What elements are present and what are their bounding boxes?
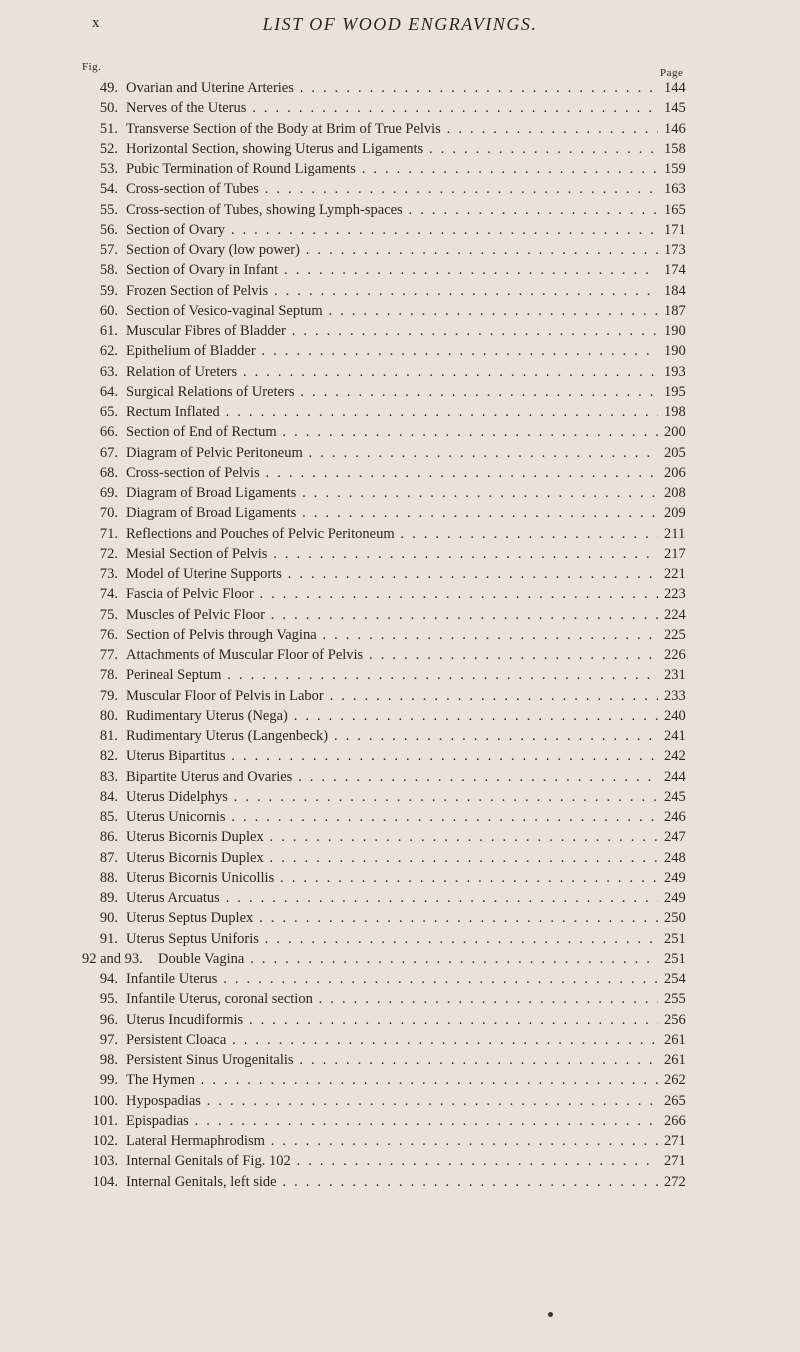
list-item: [0, 1050, 800, 1070]
page-reference: 265: [664, 1092, 686, 1109]
page-reference: 271: [664, 1133, 686, 1149]
figure-title: Uterus Septus Duplex . . .: [126, 908, 658, 928]
list-item: [0, 908, 800, 928]
figure-title: Section of End of Rectum . . .: [126, 422, 658, 442]
figure-number: 92 and 93.: [82, 950, 143, 967]
list-item: [0, 362, 800, 382]
figure-number: 98.: [99, 1052, 118, 1068]
page-reference: 159: [664, 161, 686, 177]
figure-number: 69.: [99, 485, 118, 501]
page-reference: 163: [664, 181, 686, 198]
list-item: [0, 665, 800, 685]
page-reference: 165: [664, 201, 686, 218]
list-item: [0, 706, 800, 726]
page-reference: 272: [664, 1173, 686, 1190]
figure-number: 67.: [99, 444, 118, 461]
figure-title: Section of Ovary (low power) . . .: [126, 240, 658, 260]
figure-number: 87.: [99, 849, 118, 866]
list-item: [0, 1172, 800, 1192]
figure-title: Epithelium of Bladder . . .: [126, 341, 658, 361]
list-item: [0, 1070, 800, 1090]
page-reference: 249: [664, 869, 686, 886]
figure-title: Rudimentary Uterus (Langenbeck) . . .: [126, 726, 658, 746]
page-reference: 224: [664, 606, 686, 623]
list-item: [0, 1151, 800, 1171]
ink-speck: [548, 1312, 553, 1317]
page-reference: 231: [664, 667, 686, 684]
list-item: [0, 159, 800, 179]
page-reference: 223: [664, 586, 686, 603]
figure-title: Frozen Section of Pelvis . . .: [126, 281, 658, 301]
figure-title: Uterus Septus Uniforis . . .: [126, 929, 658, 949]
page-reference: 250: [664, 910, 686, 927]
page-reference: 244: [664, 768, 686, 785]
page-number: x: [92, 15, 100, 31]
list-item: [0, 281, 800, 301]
page-reference: 233: [664, 687, 686, 704]
figure-number: 72.: [99, 545, 118, 562]
figure-title: Nerves of the Uterus . . .: [126, 98, 658, 118]
page-reference: 145: [664, 100, 686, 117]
figure-number: 97.: [99, 1031, 118, 1048]
fig-column-heading: Fig.: [82, 61, 102, 73]
figure-number: 74.: [99, 586, 118, 603]
figure-title: Hypospadias . . .: [126, 1091, 658, 1111]
page-reference: 241: [664, 728, 686, 744]
list-item: [0, 301, 800, 321]
list-item: [0, 321, 800, 341]
figure-number: 59.: [99, 282, 118, 299]
figure-title: Horizontal Section, showing Uterus and Ligaments . . .: [126, 139, 658, 159]
figure-title: Uterus Didelphys . . .: [126, 787, 658, 807]
figure-number: 66.: [99, 424, 118, 441]
page-reference: 200: [664, 424, 686, 441]
figure-number: 52.: [99, 140, 118, 157]
page-reference: 174: [664, 262, 686, 279]
list-item: [0, 200, 800, 220]
figure-number: 70.: [99, 505, 118, 522]
list-item: [0, 888, 800, 908]
running-header: [0, 15, 800, 39]
page-reference: 251: [664, 930, 686, 947]
figure-number: 90.: [99, 910, 118, 927]
list-item: [0, 382, 800, 402]
page-reference: 249: [664, 890, 686, 906]
figure-title: Uterus Incudiformis . . .: [126, 1010, 658, 1030]
list-item: [0, 584, 800, 604]
figure-number: 62.: [99, 343, 118, 360]
list-item: [0, 422, 800, 442]
list-item: [0, 1010, 800, 1030]
list-item: [0, 969, 800, 989]
list-item: [0, 341, 800, 361]
page-reference: 266: [664, 1112, 686, 1129]
figure-number: 99.: [99, 1072, 118, 1089]
list-item: [0, 179, 800, 199]
figure-title: Relation of Ureters . . .: [126, 362, 658, 382]
figure-number: 60.: [99, 302, 118, 319]
figure-number: 88.: [99, 869, 118, 886]
figure-number: 53.: [99, 161, 118, 177]
figure-title: Uterus Unicornis . . .: [126, 807, 658, 827]
figure-number: 83.: [99, 768, 118, 785]
list-item: [0, 524, 800, 544]
list-item: [0, 483, 800, 503]
page-reference: 248: [664, 849, 686, 866]
list-item: [0, 929, 800, 949]
list-item: [0, 78, 800, 98]
figure-title: Muscles of Pelvic Floor . . .: [126, 605, 658, 625]
page-reference: 261: [664, 1052, 686, 1068]
list-item: [0, 645, 800, 665]
page-reference: 206: [664, 464, 686, 481]
figure-title: Diagram of Pelvic Peritoneum . . .: [126, 443, 658, 463]
list-item: [0, 989, 800, 1009]
list-item: [0, 260, 800, 280]
figure-number: 96.: [99, 1011, 118, 1028]
figure-title: Fascia of Pelvic Floor . . .: [126, 584, 658, 604]
list-item: [0, 1091, 800, 1111]
page-reference: 208: [664, 485, 686, 501]
list-item: [0, 1131, 800, 1151]
page-reference: 193: [664, 363, 686, 380]
list-item: [0, 240, 800, 260]
figure-title: Internal Genitals of Fig. 102 . . .: [126, 1151, 658, 1171]
list-item: [0, 868, 800, 888]
page-reference: 211: [664, 525, 686, 542]
figure-title: Uterus Bicornis Duplex . . .: [126, 827, 658, 847]
list-item: [0, 220, 800, 240]
figure-title: Surgical Relations of Ureters . . .: [126, 382, 658, 402]
page-reference: 217: [664, 545, 686, 562]
list-item: [0, 1030, 800, 1050]
list-item: [0, 726, 800, 746]
page-reference: 245: [664, 788, 686, 805]
figure-title: Cross-section of Tubes . . .: [126, 179, 658, 199]
figure-title: Infantile Uterus . . .: [126, 969, 658, 989]
page-reference: 144: [664, 80, 686, 96]
figure-number: 104.: [92, 1173, 118, 1190]
list-item: [0, 1111, 800, 1131]
figure-title: Transverse Section of the Body at Brim of True Pelvis . . .: [126, 119, 658, 139]
figure-number: 54.: [99, 181, 118, 198]
list-item: [0, 827, 800, 847]
list-item: [0, 848, 800, 868]
page-reference: 256: [664, 1011, 686, 1028]
figure-title: Persistent Cloaca . . .: [126, 1030, 658, 1050]
figure-number: 85.: [99, 809, 118, 825]
figure-title: Lateral Hermaphrodism . . .: [126, 1131, 658, 1151]
list-item: [0, 746, 800, 766]
figure-number: 61.: [99, 323, 118, 339]
figure-title: Epispadias . . .: [126, 1111, 658, 1131]
figure-title: The Hymen . . .: [126, 1070, 658, 1090]
figure-number: 100.: [92, 1092, 118, 1109]
figure-title: Infantile Uterus, coronal section . . .: [126, 989, 658, 1009]
page-reference: 221: [664, 566, 686, 582]
figure-title: Internal Genitals, left side . . .: [126, 1172, 658, 1192]
list-item: [0, 98, 800, 118]
figure-title: Rectum Inflated . . .: [126, 402, 658, 422]
list-item: [0, 463, 800, 483]
figure-number: 82.: [99, 748, 118, 765]
figure-number: 65.: [99, 404, 118, 420]
page-reference: 205: [664, 444, 686, 461]
page-reference: 209: [664, 505, 686, 522]
figure-number: 94.: [99, 971, 118, 987]
figure-number: 84.: [99, 788, 118, 805]
page-reference: 251: [664, 950, 686, 967]
figure-number: 71.: [99, 525, 118, 542]
figure-title: Bipartite Uterus and Ovaries . . .: [126, 767, 658, 787]
figure-number: 75.: [99, 606, 118, 623]
page-reference: 247: [664, 829, 686, 846]
page-reference: 240: [664, 707, 686, 724]
figure-title: Perineal Septum . . .: [126, 665, 658, 685]
figure-title: Mesial Section of Pelvis . . .: [126, 544, 658, 564]
list-item: [0, 503, 800, 523]
figure-title: Uterus Bicornis Duplex . . .: [126, 848, 658, 868]
figure-number: 64.: [99, 383, 118, 400]
figure-number: 51.: [99, 120, 118, 137]
figure-title: Attachments of Muscular Floor of Pelvis . . .: [126, 645, 658, 665]
figure-title: Section of Vesico-vaginal Septum . . .: [126, 301, 658, 321]
page-column-heading: Page: [660, 67, 684, 79]
page-reference: 158: [664, 140, 686, 157]
page-reference: 242: [664, 748, 686, 765]
page-reference: 225: [664, 626, 686, 643]
list-item: [0, 139, 800, 159]
page-reference: 255: [664, 991, 686, 1008]
list-item: [0, 443, 800, 463]
figure-title: Cross-section of Pelvis . . .: [126, 463, 658, 483]
page-reference: 261: [664, 1031, 686, 1048]
figure-number: 86.: [99, 829, 118, 846]
figure-title: Model of Uterine Supports . . .: [126, 564, 658, 584]
page-reference: 171: [664, 221, 686, 238]
list-item: [0, 402, 800, 422]
figure-number: 102.: [92, 1133, 118, 1149]
list-item: [0, 119, 800, 139]
page-reference: 173: [664, 242, 686, 258]
page-reference: 226: [664, 647, 686, 663]
page-title: LIST OF WOOD ENGRAVINGS.: [262, 14, 538, 34]
figure-title: Persistent Sinus Urogenitalis . . .: [126, 1050, 658, 1070]
figure-title: Ovarian and Uterine Arteries . . .: [126, 78, 658, 98]
figure-title: Section of Pelvis through Vagina . . .: [126, 625, 658, 645]
page-reference: 190: [664, 343, 686, 360]
list-item: [0, 686, 800, 706]
figure-title: Diagram of Broad Ligaments . . .: [126, 503, 658, 523]
list-item: [0, 949, 800, 969]
page-reference: 246: [664, 809, 686, 825]
figure-title: Diagram of Broad Ligaments . . .: [126, 483, 658, 503]
figure-number: 77.: [99, 647, 118, 663]
list-item: [0, 767, 800, 787]
figure-number: 49.: [99, 80, 118, 96]
page-reference: 146: [664, 120, 686, 137]
page-reference: 187: [664, 302, 686, 319]
figure-number: 68.: [99, 464, 118, 481]
list-item: [0, 807, 800, 827]
figure-number: 63.: [99, 363, 118, 380]
figure-number: 101.: [92, 1112, 118, 1129]
figure-number: 89.: [99, 890, 118, 906]
figure-number: 79.: [99, 687, 118, 704]
figure-number: 50.: [99, 100, 118, 117]
figure-number: 81.: [99, 728, 118, 744]
list-item: [0, 544, 800, 564]
page-reference: 184: [664, 282, 686, 299]
figure-number: 73.: [99, 566, 118, 582]
figure-number: 91.: [99, 930, 118, 947]
list-item: [0, 564, 800, 584]
page-reference: 262: [664, 1072, 686, 1089]
figure-number: 78.: [99, 667, 118, 684]
figure-title: Section of Ovary in Infant . . .: [126, 260, 658, 280]
figure-title: Rudimentary Uterus (Nega) . . .: [126, 706, 658, 726]
figure-number: 55.: [99, 201, 118, 218]
page-reference: 254: [664, 971, 686, 987]
figure-number: 58.: [99, 262, 118, 279]
page-reference: 198: [664, 404, 686, 420]
figure-title: Uterus Bicornis Unicollis . . .: [126, 868, 658, 888]
figure-title: Muscular Fibres of Bladder . . .: [126, 321, 658, 341]
page-reference: 271: [664, 1153, 686, 1170]
figure-number: 103.: [92, 1153, 118, 1170]
figure-number: 76.: [99, 626, 118, 643]
figure-number: 56.: [99, 221, 118, 238]
list-item: [0, 605, 800, 625]
figure-title: Uterus Arcuatus . . .: [126, 888, 658, 908]
figure-number: 57.: [99, 242, 118, 258]
figure-title: Section of Ovary . . .: [126, 220, 658, 240]
figure-title: Pubic Termination of Round Ligaments . . .: [126, 159, 658, 179]
figure-title: Cross-section of Tubes, showing Lymph-spaces . . .: [126, 200, 658, 220]
list-item: [0, 625, 800, 645]
figure-number: 95.: [99, 991, 118, 1008]
engravings-list: [0, 78, 800, 1192]
figure-number: 80.: [99, 707, 118, 724]
figure-title: Reflections and Pouches of Pelvic Peritoneum . . .: [126, 524, 658, 544]
figure-title: Double Vagina . . .: [158, 949, 658, 969]
figure-title: Uterus Bipartitus . . .: [126, 746, 658, 766]
list-item: [0, 787, 800, 807]
figure-title: Muscular Floor of Pelvis in Labor . . .: [126, 686, 658, 706]
page-reference: 190: [664, 323, 686, 339]
page-reference: 195: [664, 383, 686, 400]
